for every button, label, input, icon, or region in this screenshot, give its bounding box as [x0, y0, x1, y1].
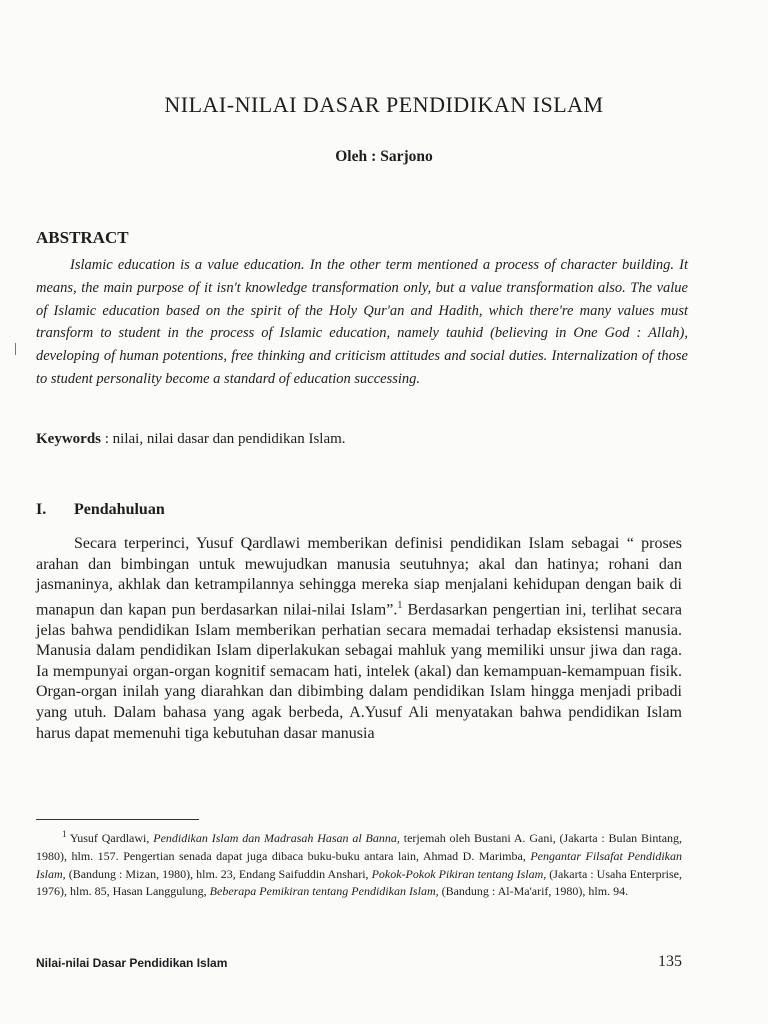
footnote-text-2: (Bandung : Mizan, 1980), hlm. 23, Endang Saifuddin Anshari,: [65, 866, 369, 881]
keywords-separator: :: [104, 431, 109, 447]
keywords-label: Keywords: [36, 431, 101, 447]
footnote-book-3: Pokok-Pokok Pikiran tentang Islam,: [371, 866, 547, 881]
running-footer-title: Nilai-nilai Dasar Pendidikan Islam: [36, 956, 228, 970]
footnote-text-3: (Jakarta : Usaha Enterprise, 1976), hlm. 85, Hasan Langgulung,: [36, 866, 682, 899]
footnote-book-1: Pendidikan Islam dan Madrasah Hasan al Banna,: [153, 831, 400, 845]
abstract-text: Islamic education is a value education. In the other term mentioned a process of character building. It means, the main purpose of it isn't knowledge transformation only, but a value transformation also. The value of Islamic education based on the spirit of the Holy Qur'an and Hadith, which there're many values must transform to student in the process of Islamic education, namely tauhid (believing in One God : Allah), developing of human potentions, free thinking and criticism attitudes and social duties. Internalization of those to student personality become a standard of education successing.: [36, 257, 688, 387]
author-line: [0, 148, 768, 166]
footnote-number: 1: [62, 829, 67, 839]
keywords-line: [36, 431, 346, 448]
section-title: Pendahuluan: [74, 501, 165, 518]
footnote-reference[interactable]: 1: [397, 599, 403, 611]
paper-title: NILAI-NILAI DASAR PENDIDIKAN ISLAM: [164, 92, 604, 117]
footnote-book-4: Beberapa Pemikiran tentang Pendidikan Islam,: [209, 884, 439, 899]
abstract-heading: ABSTRACT: [36, 228, 129, 247]
page-number: 135: [658, 953, 682, 970]
footnote-text-4: (Bandung : Al-Ma'arif, 1980), hlm. 94.: [438, 884, 629, 899]
section-number: I.: [36, 501, 47, 518]
author-name: Sarjono: [380, 148, 433, 165]
footnote-divider: [36, 819, 199, 820]
footnote: [36, 826, 682, 901]
keywords-text: nilai, nilai dasar dan pendidikan Islam.: [112, 431, 346, 447]
footnote-text-1: terjemah oleh Bustani A. Gani, (Jakarta : Bulan Bintang, 1980), hlm. 157. Pengertian senada dapat juga dibaca buku-buku antara lain, Ahmad D. Marimba,: [36, 831, 683, 863]
footnote-author: Yusuf Qardlawi,: [69, 831, 150, 845]
section-heading: [36, 501, 165, 519]
margin-mark: [15, 343, 16, 355]
body-text-part2: Berdasarkan pengertian ini, terlihat secara jelas bahwa pendidikan Islam memberikan perhatian secara memadai terhadap eksistensi manusia. Manusia dalam pendidikan Islam diperlakukan sebagai mahluk yang memiliki unsur jiwa dan raga. Ia mempunyai organ-organ kognitif semacam hati, intelek (akal) dan kemampuan-kemampuan fisik. Organ-organ inilah yang diarahkan dan dibimbing dalam pendidikan Islam hingga menjadi pribadi yang utuh. Dalam bahasa yang agak berbeda, A.Yusuf Ali menyatakan bahwa pendidikan Islam harus dapat memenuhi tiga kebutuhan dasar manusia: [36, 601, 682, 742]
author-prefix: Oleh: [335, 148, 368, 165]
footnote-book-2: Pengantar Filsafat Pendidikan Islam,: [36, 848, 683, 881]
author-separator: :: [371, 148, 377, 165]
body-paragraph: [36, 534, 682, 744]
body-text-part1: Secara terperinci, Yusuf Qardlawi memberikan definisi pendidikan Islam sebagai “ proses arahan dan bimbingan untuk mewujudkan manusia seutuhnya; akal dan hatinya; rohani dan jasmaninya, akhlak dan ketrampilannya sehingga mereka siap menjalani kehidupan dengan baik di manapun dan kapan pun berdasarkan nilai-nilai Islam”.: [36, 535, 682, 619]
